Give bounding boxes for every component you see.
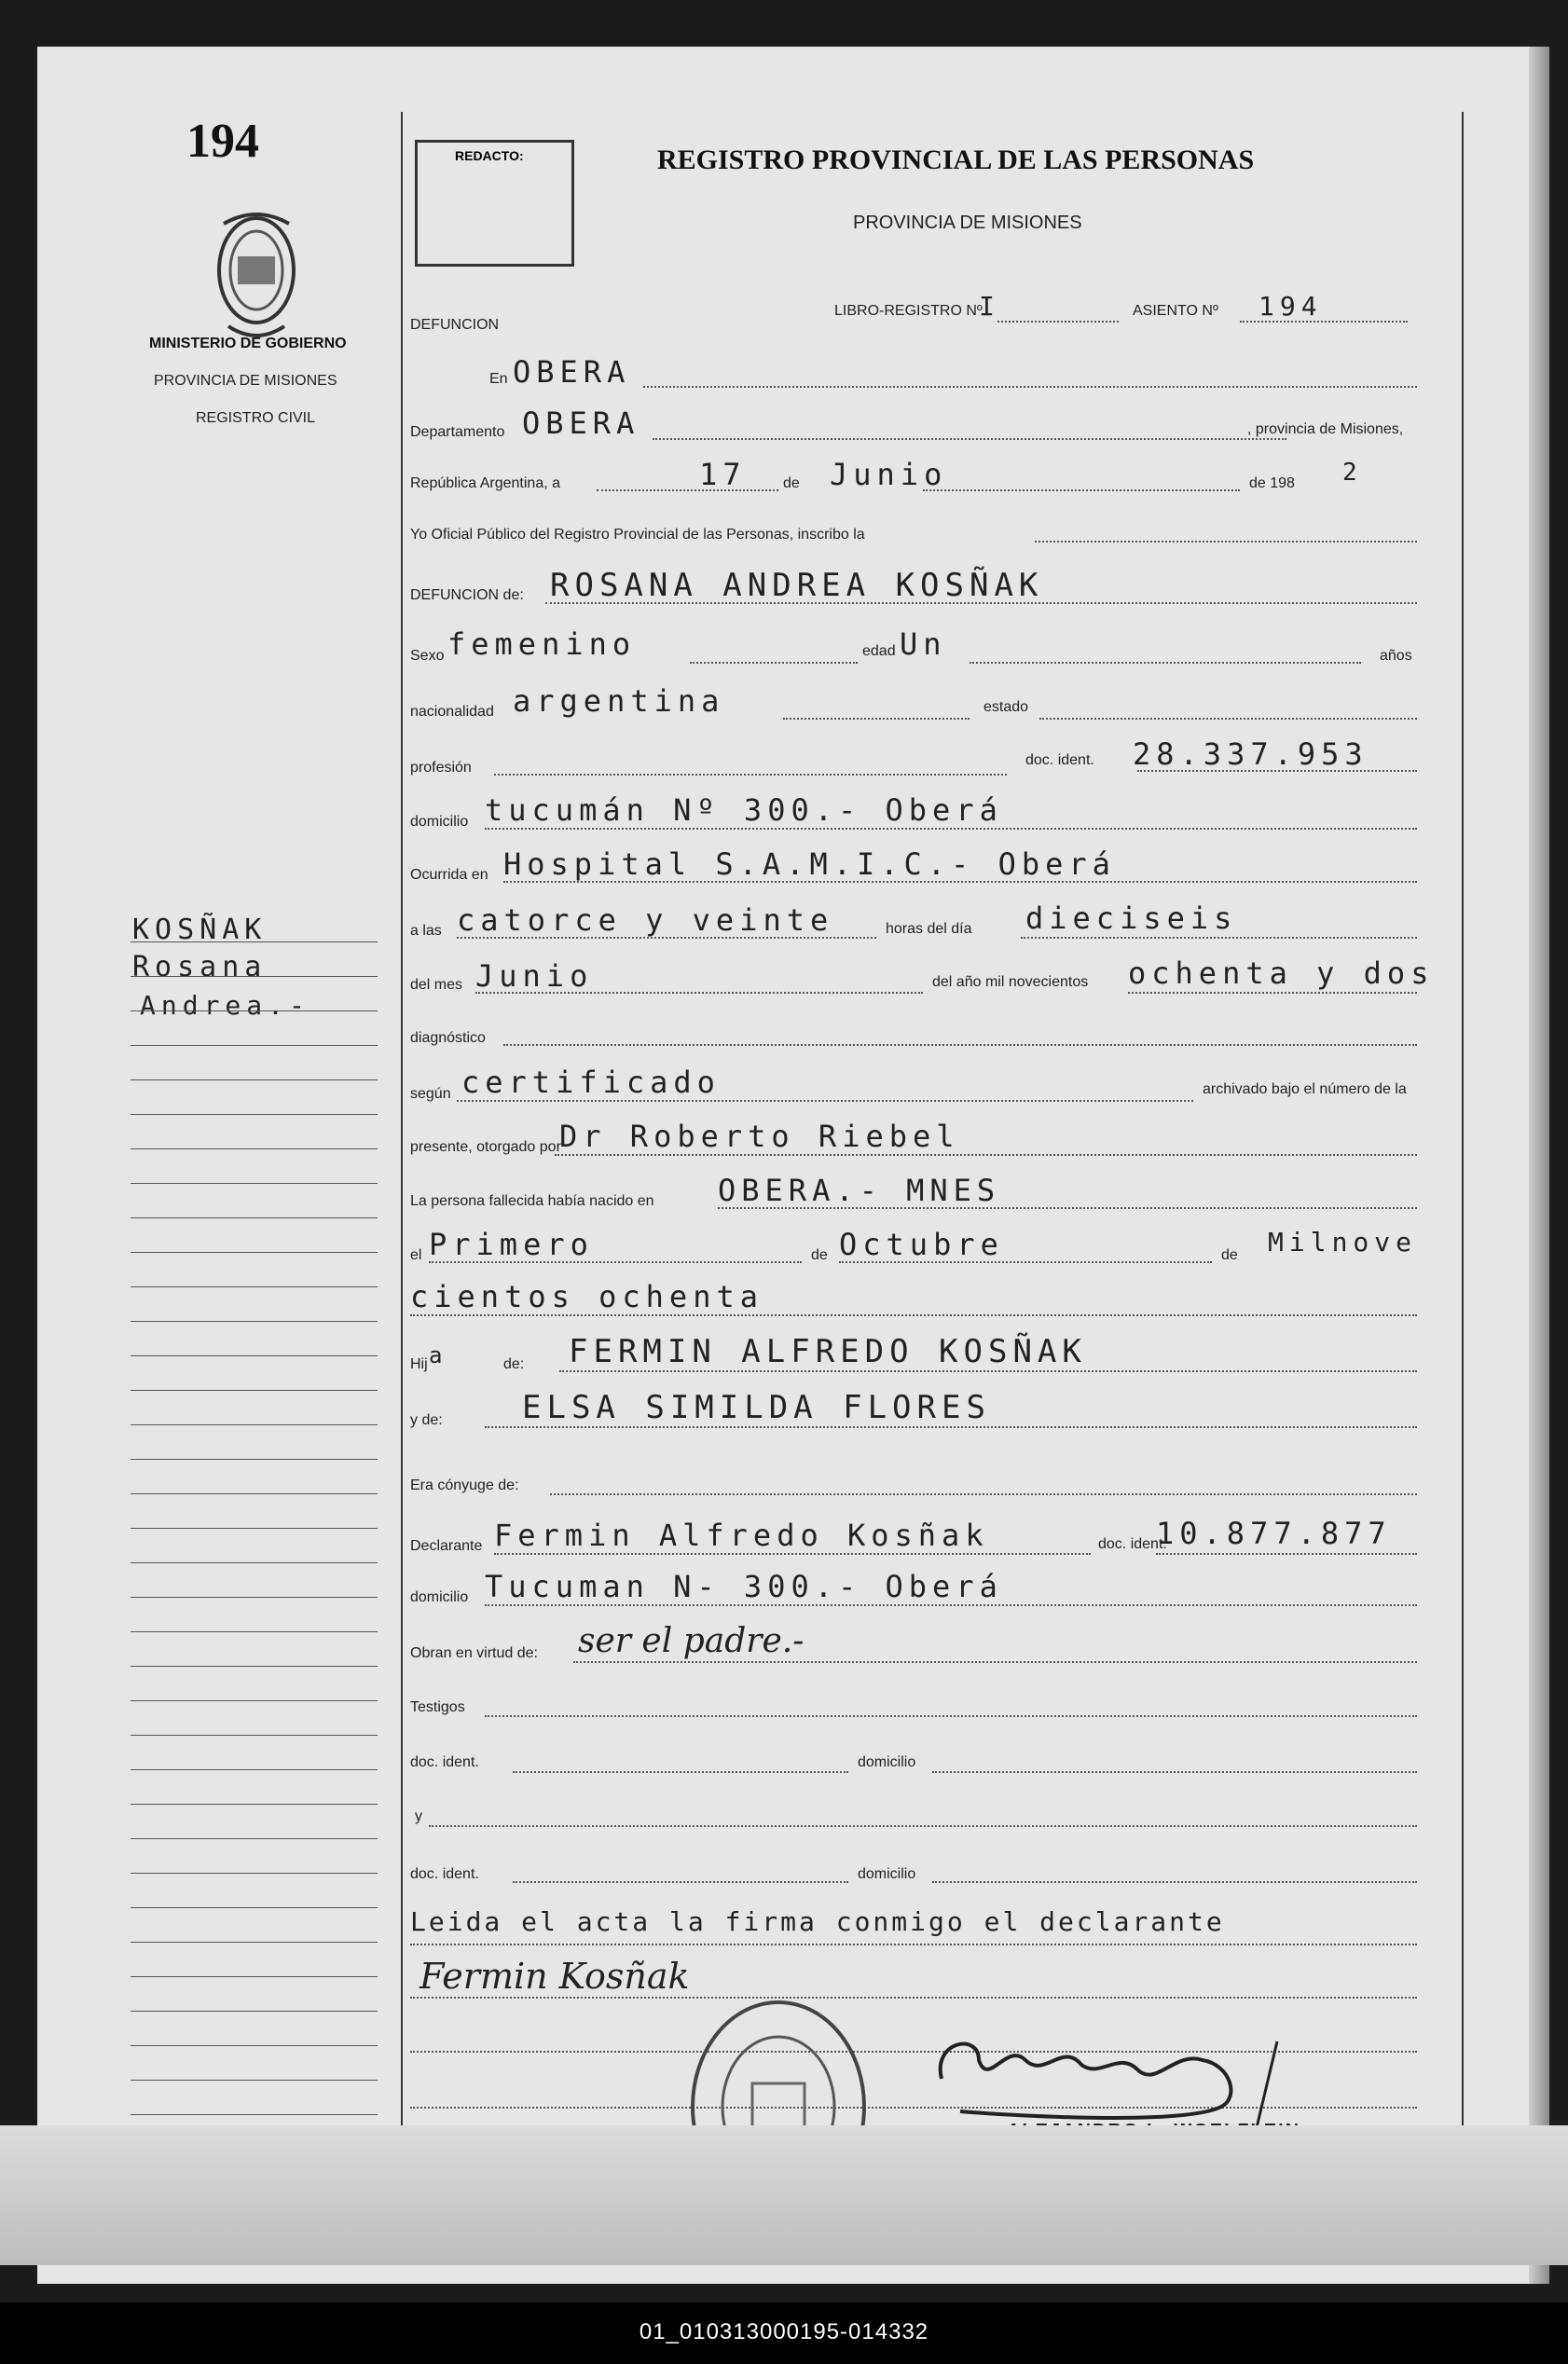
fill-line bbox=[1137, 770, 1417, 772]
fill-line bbox=[513, 1771, 848, 1773]
page-number: 194 bbox=[186, 115, 259, 168]
doc-decl-value: 10.877.877 bbox=[1156, 1516, 1392, 1551]
edad-value: Un bbox=[900, 626, 947, 662]
sexo-value: femenino bbox=[447, 626, 637, 662]
doc-decl-label: doc. ident. bbox=[1098, 1536, 1167, 1552]
fill-line bbox=[485, 1715, 1417, 1717]
doc-value: 28.337.953 bbox=[1133, 736, 1369, 772]
fill-line bbox=[475, 992, 923, 994]
defuncion-header-label: DEFUNCION bbox=[410, 317, 500, 333]
oficial-label: Yo Oficial Público del Registro Provincial de las Personas, inscribo la bbox=[410, 527, 865, 543]
margin-line bbox=[131, 1217, 378, 1218]
asiento-value: 194 bbox=[1259, 291, 1323, 322]
province-label: PROVINCIA DE MISIONES bbox=[154, 373, 337, 389]
diagnostico-label: diagnóstico bbox=[410, 1030, 486, 1046]
estado-label: estado bbox=[983, 699, 1029, 715]
coat-of-arms-icon bbox=[205, 205, 308, 345]
margin-line bbox=[131, 1562, 378, 1563]
fill-line bbox=[457, 1100, 1193, 1102]
fill-line bbox=[653, 438, 1286, 440]
del-mes-label: del mes bbox=[410, 977, 463, 993]
fill-line bbox=[410, 1944, 1417, 1945]
de-label: de bbox=[783, 475, 800, 491]
nombre-value: ROSANA ANDREA KOSÑAK bbox=[550, 567, 1044, 604]
nacionalidad-label: nacionalidad bbox=[410, 704, 494, 720]
asiento-line bbox=[1240, 321, 1408, 323]
margin-line bbox=[131, 2045, 378, 2046]
edad-label: edad bbox=[862, 643, 896, 659]
margin-name-line1: KOSÑAK bbox=[132, 914, 268, 946]
profesion-label: profesión bbox=[410, 760, 472, 776]
margin-line bbox=[131, 1942, 378, 1943]
fill-line bbox=[494, 774, 1007, 776]
de3-label: de bbox=[1221, 1247, 1238, 1263]
ano-nac-cont: cientos ochenta bbox=[410, 1279, 763, 1314]
libro-value: I bbox=[979, 291, 1000, 322]
margin-line bbox=[131, 1252, 378, 1253]
margin-line bbox=[131, 1907, 378, 1908]
fill-line bbox=[839, 1261, 1212, 1263]
margin-line bbox=[131, 1183, 378, 1184]
hij-label: Hij bbox=[410, 1356, 428, 1372]
domicilio2-label: domicilio bbox=[410, 1589, 469, 1605]
registry-subtitle: PROVINCIA DE MISIONES bbox=[853, 213, 1082, 233]
conyuge-label: Era cónyuge de: bbox=[410, 1478, 519, 1493]
presente-label: presente, otorgado por bbox=[410, 1139, 561, 1155]
domicilio2-value: Tucuman N- 300.- Oberá bbox=[485, 1569, 1003, 1604]
el-value: Primero bbox=[429, 1227, 594, 1262]
fill-line bbox=[718, 1207, 1417, 1209]
margin-line bbox=[131, 1493, 378, 1494]
fill-line bbox=[1128, 992, 1417, 994]
fill-line bbox=[932, 1771, 1417, 1773]
de-year-label: de 198 bbox=[1249, 475, 1295, 491]
margin-line bbox=[131, 1666, 378, 1667]
del-mes-value: Junio bbox=[475, 958, 594, 994]
margin-line bbox=[131, 1114, 378, 1115]
margin-line bbox=[131, 1045, 378, 1046]
margin-line bbox=[131, 2080, 378, 2081]
margin-name-line2: Rosana bbox=[132, 951, 268, 983]
margin-line bbox=[131, 1390, 378, 1391]
margin-line bbox=[131, 1873, 378, 1874]
fill-line bbox=[410, 1997, 1417, 1999]
margin-line bbox=[131, 1769, 378, 1770]
margin-line bbox=[131, 941, 378, 942]
ocurrida-label: Ocurrida en bbox=[410, 867, 488, 883]
margin-line bbox=[131, 2011, 378, 2012]
margin-line bbox=[131, 1700, 378, 1701]
horas-del-dia-label: horas del día bbox=[886, 921, 972, 937]
t-dom2-label: domicilio bbox=[858, 1866, 916, 1882]
fill-line bbox=[690, 662, 858, 664]
closing-value: Leida el acta la firma conmigo el declarante bbox=[410, 1906, 1225, 1937]
margin-line bbox=[131, 1597, 378, 1598]
fill-line bbox=[970, 662, 1361, 664]
fill-line bbox=[1039, 718, 1417, 720]
domicilio-value: tucumán Nº 300.- Oberá bbox=[485, 792, 1003, 828]
fill-line bbox=[429, 1261, 802, 1263]
fill-line bbox=[573, 1661, 1417, 1663]
defuncion-de-label: DEFUNCION de: bbox=[410, 587, 524, 603]
declarante-value: Fermin Alfredo Kosñak bbox=[494, 1518, 989, 1553]
libro-line bbox=[997, 321, 1119, 323]
fill-line bbox=[410, 1314, 1417, 1316]
fill-line bbox=[503, 881, 1417, 883]
margin-line bbox=[131, 1286, 378, 1287]
fill-line bbox=[932, 1881, 1417, 1883]
fill-line bbox=[494, 1553, 1091, 1555]
fill-line bbox=[1035, 541, 1417, 543]
margin-line bbox=[131, 1079, 378, 1080]
y-label: y bbox=[415, 1808, 422, 1824]
fill-line bbox=[550, 1493, 1417, 1495]
margin-line bbox=[131, 1976, 378, 1977]
redacto-stamp bbox=[415, 140, 574, 267]
alas-label: a las bbox=[410, 923, 442, 939]
fill-line bbox=[643, 386, 1417, 388]
margin-line bbox=[131, 1528, 378, 1529]
doc-label: doc. ident. bbox=[1025, 752, 1094, 768]
year-value: 2 bbox=[1342, 459, 1363, 487]
sexo-label: Sexo bbox=[410, 648, 445, 664]
fill-line bbox=[783, 718, 970, 720]
departamento-label: Departamento bbox=[410, 424, 505, 440]
fill-line bbox=[485, 1604, 1417, 1606]
right-rule bbox=[1462, 112, 1464, 2209]
de-padre-label: de: bbox=[503, 1356, 525, 1372]
margin-line bbox=[131, 2114, 378, 2115]
mes-nac-value: Octubre bbox=[839, 1227, 1004, 1262]
declarante-label: Declarante bbox=[410, 1538, 483, 1554]
fill-line bbox=[923, 489, 1240, 491]
archivado-label: archivado bajo el número de la bbox=[1203, 1081, 1407, 1097]
obran-value: ser el padre.- bbox=[578, 1622, 805, 1660]
nacido-value: OBERA.- MNES bbox=[718, 1173, 1001, 1208]
ocurrida-value: Hospital S.A.M.I.C.- Oberá bbox=[503, 846, 1116, 882]
footer-id: 01_010313000195-014332 bbox=[639, 2319, 929, 2344]
fill-line bbox=[485, 1426, 1417, 1428]
hij-suffix: a bbox=[429, 1342, 448, 1368]
el-label: el bbox=[410, 1247, 422, 1263]
fill-line bbox=[513, 1881, 848, 1883]
registry-label: REGISTRO CIVIL bbox=[196, 410, 316, 426]
dia-value: 17 bbox=[699, 457, 747, 492]
margin-line bbox=[131, 1321, 378, 1322]
fill-line bbox=[429, 1825, 1417, 1827]
fill-line bbox=[597, 489, 778, 491]
margin-line bbox=[131, 1735, 378, 1736]
provincia-label: , provincia de Misiones, bbox=[1247, 421, 1404, 437]
en-value: OBERA bbox=[513, 354, 631, 390]
margin-line bbox=[131, 1459, 378, 1460]
fill-line bbox=[559, 1370, 1417, 1372]
fill-line bbox=[1156, 1553, 1417, 1555]
fill-line bbox=[555, 1154, 1417, 1156]
presente-value: Dr Roberto Riebel bbox=[559, 1119, 960, 1154]
fill-line bbox=[503, 1044, 1417, 1046]
ano-value: ochenta y dos bbox=[1128, 955, 1435, 991]
document-page bbox=[37, 47, 1529, 2284]
nacido-label: La persona fallecida había nacido en bbox=[410, 1193, 654, 1209]
nacionalidad-value: argentina bbox=[513, 683, 725, 719]
domicilio-label: domicilio bbox=[410, 814, 469, 830]
en-label: En bbox=[489, 371, 508, 387]
margin-line bbox=[131, 976, 378, 977]
segun-label: según bbox=[410, 1086, 451, 1102]
libro-label: LIBRO-REGISTRO Nº bbox=[834, 303, 983, 319]
margin-line bbox=[131, 1838, 378, 1839]
segun-value: certificado bbox=[461, 1065, 721, 1100]
dia-letras-value: dieciseis bbox=[1025, 900, 1238, 936]
registry-title: REGISTRO PROVINCIAL DE LAS PERSONAS bbox=[657, 144, 1255, 175]
departamento-value: OBERA bbox=[522, 405, 640, 441]
page-stack-edge bbox=[0, 2125, 1568, 2265]
ministry-label: MINISTERIO DE GOBIERNO bbox=[149, 336, 347, 351]
fill-line bbox=[1021, 937, 1417, 939]
fill-line bbox=[545, 602, 1417, 604]
margin-line bbox=[131, 1010, 378, 1011]
yde-label: y de: bbox=[410, 1412, 443, 1428]
image-footer bbox=[0, 2302, 1568, 2364]
t-doc2-label: doc. ident. bbox=[410, 1866, 479, 1882]
ano-label: del año mil novecientos bbox=[932, 974, 1089, 990]
obran-label: Obran en virtud de: bbox=[410, 1645, 538, 1661]
testigos-label: Testigos bbox=[410, 1699, 465, 1715]
fill-line bbox=[485, 828, 1417, 830]
margin-line bbox=[131, 1148, 378, 1149]
madre-value: ELSA SIMILDA FLORES bbox=[522, 1389, 991, 1426]
padre-value: FERMIN ALFREDO KOSÑAK bbox=[569, 1333, 1087, 1370]
de2-label: de bbox=[811, 1247, 828, 1263]
t-doc1-label: doc. ident. bbox=[410, 1754, 479, 1770]
margin-line bbox=[131, 1631, 378, 1632]
mes-value: Junio bbox=[830, 457, 948, 492]
margin-line bbox=[131, 1355, 378, 1356]
hora-value: catorce y veinte bbox=[457, 902, 834, 938]
redacto-label: REDACTO: bbox=[455, 148, 524, 163]
margin-line bbox=[131, 1424, 378, 1425]
t-dom1-label: domicilio bbox=[858, 1754, 916, 1770]
firma-value: Fermin Kosñak bbox=[420, 1956, 690, 1997]
fill-line bbox=[457, 937, 876, 939]
ano-nac-value: Milnove bbox=[1268, 1227, 1418, 1258]
margin-line bbox=[131, 1804, 378, 1805]
asiento-label: ASIENTO Nº bbox=[1133, 303, 1218, 319]
anos-label: años bbox=[1380, 648, 1412, 664]
republica-label: República Argentina, a bbox=[410, 475, 560, 491]
left-rule bbox=[401, 112, 403, 2209]
margin-name-line3: Andrea.- bbox=[140, 990, 310, 1021]
